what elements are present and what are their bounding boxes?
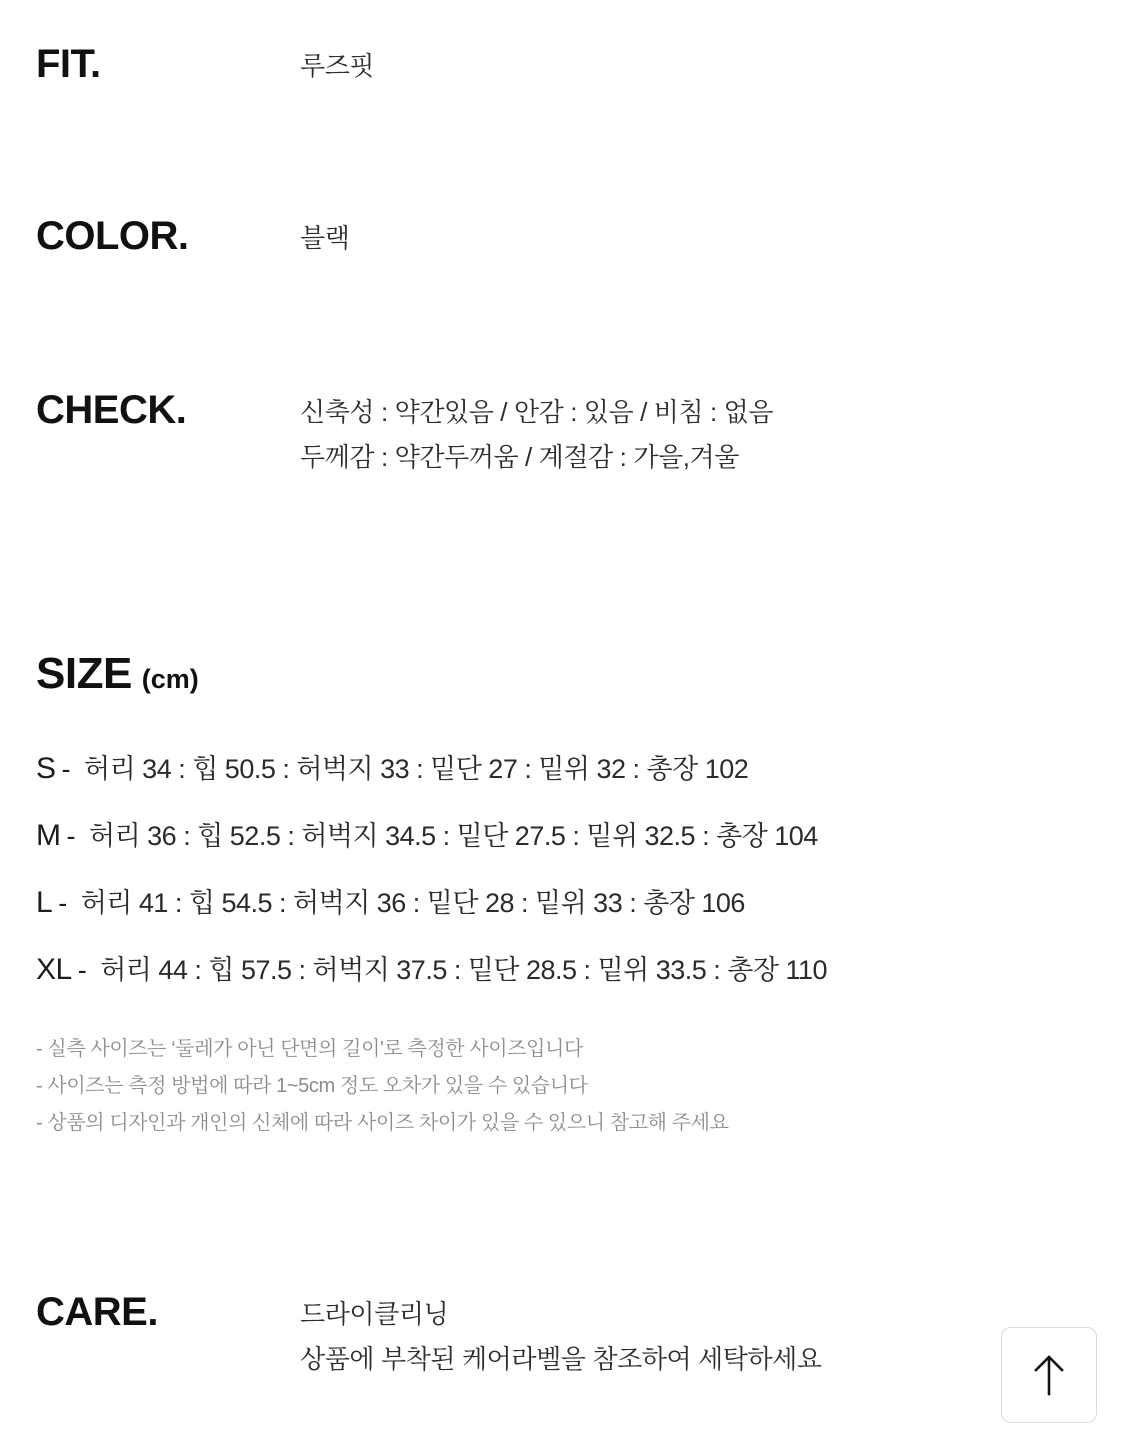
size-heading-unit: (cm) bbox=[141, 663, 199, 694]
size-section bbox=[0, 649, 1125, 1142]
size-row-m bbox=[36, 814, 1125, 853]
check-value-line-2: 두께감 : 약간두꺼움 / 계절감 : 가을,겨울 bbox=[300, 441, 739, 472]
care-value-line-1: 드라이클리닝 bbox=[300, 1298, 449, 1329]
product-detail-page bbox=[0, 44, 1125, 1451]
check-label: CHECK. bbox=[36, 388, 187, 433]
color-label: COLOR. bbox=[36, 214, 189, 259]
size-table bbox=[0, 747, 1125, 987]
care-label: CARE. bbox=[36, 1289, 158, 1334]
arrow-up-icon bbox=[1032, 1354, 1066, 1396]
size-key: XL bbox=[36, 952, 72, 986]
size-measures: 허리 36 : 힙 52.5 : 허벅지 34.5 : 밑단 27.5 : 밑위 32.5 : 총장 104 bbox=[89, 820, 818, 851]
spec-row-check bbox=[0, 390, 1125, 478]
size-note-2: - 사이즈는 측정 방법에 따라 1~5cm 정도 오차가 있을 수 있습니다 bbox=[36, 1074, 588, 1097]
size-dash: - bbox=[66, 820, 75, 851]
size-note-1: - 실측 사이즈는 ‘둘레가 아닌 단면의 길이'로 측정한 사이즈입니다 bbox=[36, 1037, 583, 1060]
spec-row-color bbox=[0, 216, 1125, 260]
size-key: S bbox=[36, 751, 56, 785]
scroll-to-top-button[interactable] bbox=[1001, 1327, 1097, 1423]
size-note-3: - 상품의 디자인과 개인의 신체에 따라 사이즈 차이가 있을 수 있으니 참고해 주세요 bbox=[36, 1111, 729, 1134]
fit-label: FIT. bbox=[36, 42, 101, 86]
spec-row-care bbox=[0, 1289, 1125, 1413]
size-key: L bbox=[36, 885, 53, 919]
size-row-l bbox=[36, 881, 1125, 920]
fit-value-group bbox=[300, 44, 1125, 88]
size-row-s bbox=[36, 747, 1125, 786]
size-dash: - bbox=[77, 954, 87, 985]
check-value-line-1: 신축성 : 약간있음 / 안감 : 있음 / 비침 : 없음 bbox=[300, 397, 774, 428]
spec-row-fit bbox=[0, 44, 1125, 88]
size-row-xl bbox=[36, 948, 1125, 987]
size-measures: 허리 34 : 힙 50.5 : 허벅지 33 : 밑단 27 : 밑위 32 : 총장 102 bbox=[84, 753, 749, 784]
size-dash: - bbox=[61, 753, 71, 784]
size-measures: 허리 41 : 힙 54.5 : 허벅지 36 : 밑단 28 : 밑위 33 : 총장 106 bbox=[80, 887, 745, 918]
color-value-group bbox=[300, 216, 1125, 260]
size-notes bbox=[0, 1031, 1125, 1142]
color-value: 블랙 bbox=[300, 223, 350, 254]
size-heading-word: SIZE bbox=[36, 648, 132, 698]
size-key: M bbox=[36, 818, 61, 852]
size-dash: - bbox=[58, 887, 67, 918]
check-value-group bbox=[300, 390, 1125, 478]
care-value-line-2: 상품에 부착된 케어라벨을 참조하여 세탁하세요 bbox=[300, 1344, 822, 1375]
size-heading bbox=[0, 649, 1125, 699]
fit-value: 루즈핏 bbox=[300, 51, 375, 81]
size-measures: 허리 44 : 힙 57.5 : 허벅지 37.5 : 밑단 28.5 : 밑위 33.5 : 총장 110 bbox=[100, 954, 827, 985]
